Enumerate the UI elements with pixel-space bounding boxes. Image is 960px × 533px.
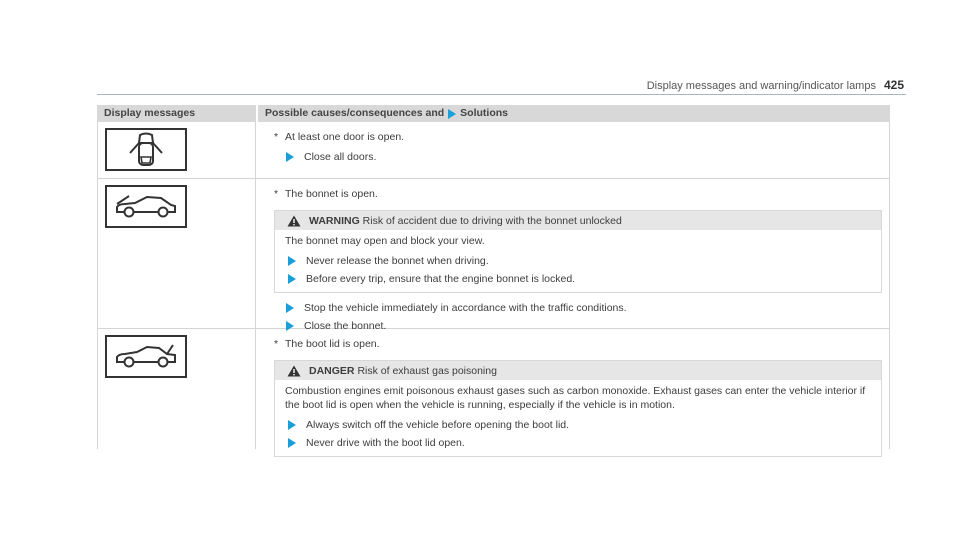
solution-cell [256, 329, 890, 449]
warning-title: Risk of accident due to driving with the bonnet unlocked [362, 214, 622, 227]
step-text: Close the bonnet. [304, 320, 387, 332]
step-text: Before every trip, ensure that the engine bonnet is locked. [306, 273, 576, 285]
warning-step [285, 272, 871, 286]
step-text: Never release the bonnet when driving. [306, 255, 489, 267]
display-messages-table [97, 105, 890, 449]
cause-text: At least one door is open. [285, 131, 405, 143]
cause-text: The bonnet is open. [285, 188, 378, 200]
column-header-display-messages: Display messages [104, 107, 196, 119]
solution-step [274, 150, 882, 164]
step-arrow-icon [288, 256, 296, 266]
danger-step [285, 418, 871, 432]
column-header-causes: Possible causes/consequences and [265, 107, 445, 119]
danger-triangle-icon [287, 365, 301, 377]
asterisk: * [274, 131, 279, 143]
danger-box [274, 360, 882, 457]
step-arrow-icon [286, 152, 294, 162]
page-header [647, 78, 904, 92]
step-text: Stop the vehicle immediately in accordance with the traffic conditions. [304, 302, 627, 314]
header-title: Display messages and warning/indicator lamps [646, 80, 876, 92]
warning-step [285, 254, 871, 268]
step-text: Never drive with the boot lid open. [306, 437, 465, 449]
danger-title: Risk of exhaust gas poisoning [357, 364, 497, 377]
solution-cell [256, 122, 890, 178]
danger-text: Combustion engines emit poisonous exhaust gases such as carbon monoxide. Exhaust gases can enter the vehicle interior if the boot lid is open when the vehicle is running, especially if the vehicle is in motion. [285, 385, 866, 411]
asterisk: * [274, 188, 279, 200]
danger-header [275, 361, 881, 380]
solution-step [274, 301, 882, 315]
column-header-solutions: Solutions [460, 107, 509, 119]
warning-text: The bonnet may open and block your view. [285, 235, 485, 247]
page-number: 425 [883, 78, 904, 92]
warning-box [274, 210, 882, 293]
column-header-causes-solutions [256, 105, 890, 122]
bonnet-open-icon [105, 185, 187, 228]
danger-label: DANGER [309, 364, 355, 377]
cause-text: The boot lid is open. [285, 338, 380, 350]
table-row [97, 329, 890, 449]
solution-arrow-icon [448, 109, 456, 119]
solution-cell [256, 179, 890, 332]
table-row [97, 179, 890, 332]
door-open-icon [105, 128, 187, 171]
asterisk: * [274, 338, 279, 350]
step-text: Close all doors. [304, 151, 377, 163]
header-divider [97, 94, 906, 95]
danger-body [275, 380, 881, 456]
danger-step [285, 436, 871, 450]
display-message-cell [97, 179, 256, 328]
table-header [97, 105, 890, 122]
warning-header [275, 211, 881, 230]
step-arrow-icon [288, 420, 296, 430]
warning-body [275, 230, 881, 292]
warning-label: WARNING [309, 214, 360, 227]
warning-triangle-icon [287, 215, 301, 227]
step-arrow-icon [286, 303, 294, 313]
table-row [97, 122, 890, 179]
display-message-cell [97, 329, 256, 449]
step-text: Always switch off the vehicle before opening the boot lid. [306, 419, 570, 431]
step-arrow-icon [288, 274, 296, 284]
display-message-cell [97, 122, 256, 178]
boot-lid-open-icon [105, 335, 187, 378]
step-arrow-icon [288, 438, 296, 448]
